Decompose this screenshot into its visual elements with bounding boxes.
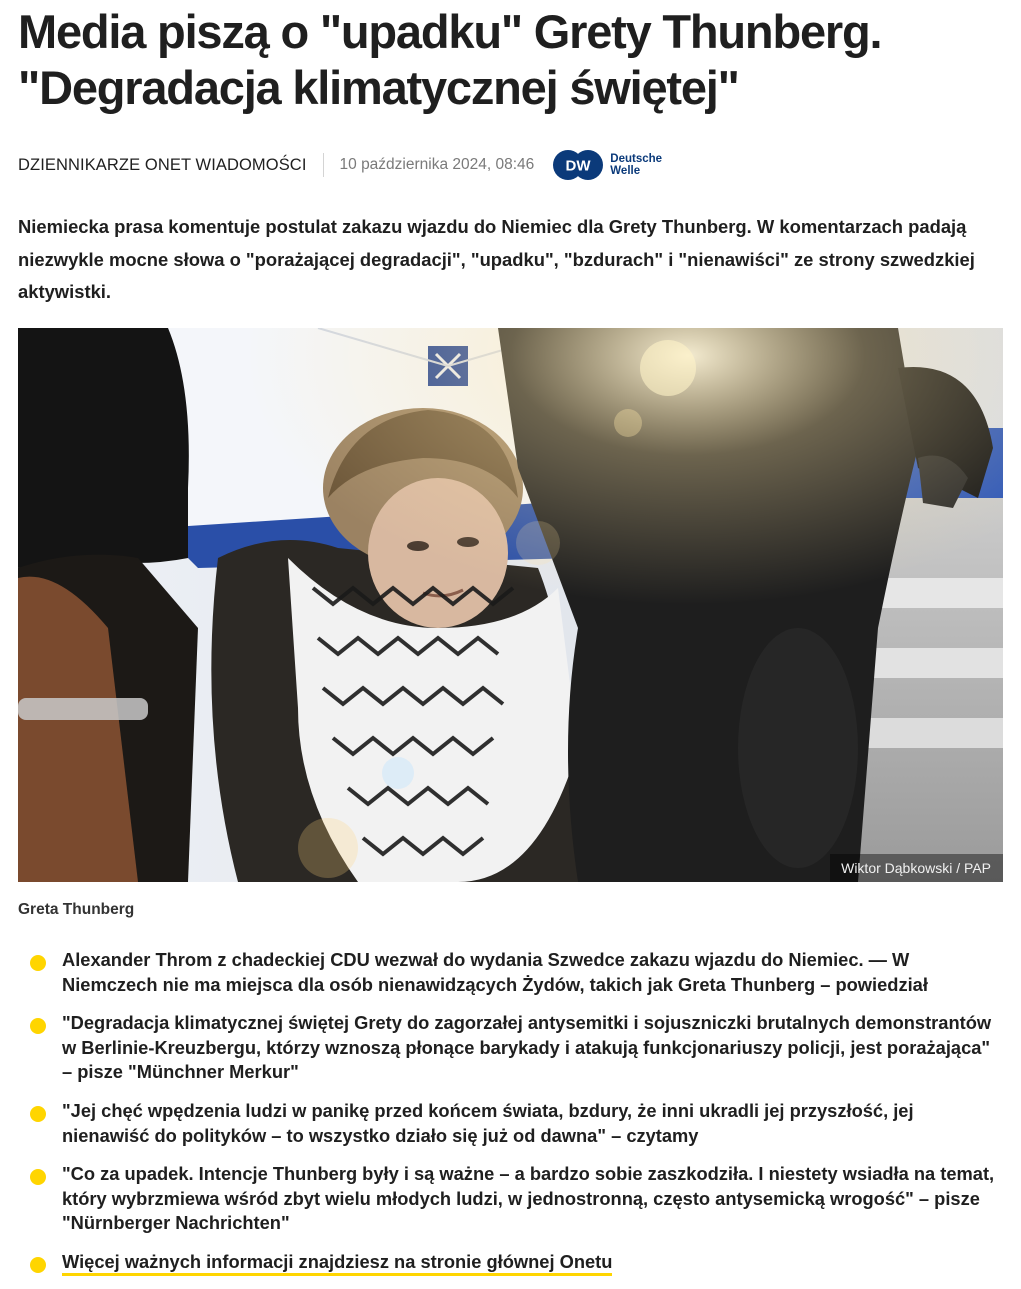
key-points-list bbox=[18, 948, 1003, 1289]
list-item-text: "Jej chęć wpędzenia ludzi w panikę przed końcem świata, bzdury, że inni ukradli jej przyszłość, jej nienawiść do polityków – to wszystko działo się już od dawna" – czytamy bbox=[62, 1100, 914, 1146]
list-item bbox=[18, 1099, 1003, 1148]
list-item bbox=[18, 948, 1003, 997]
article-lead: Niemiecka prasa komentuje postulat zakazu wjazdu do Niemiec dla Grety Thunberg. W komentarzach padają niezwykle mocne słowa o "porażającej degradacji", "upadku", "bzdurach" i "nienawiści" ze strony szwedzkiej aktywistki. bbox=[18, 216, 975, 302]
photo-illustration bbox=[18, 328, 1003, 882]
dw-mark: DW bbox=[565, 157, 591, 175]
author-link[interactable]: DZIENNIKARZE ONET WIADOMOŚCI bbox=[18, 155, 307, 174]
bullet-dot-icon bbox=[30, 1106, 46, 1122]
list-item bbox=[18, 1162, 1003, 1236]
onet-homepage-link[interactable]: Więcej ważnych informacji znajdziesz na stronie głównej Onetu bbox=[62, 1251, 612, 1276]
dw-logo-icon bbox=[552, 149, 604, 181]
dw-wordmark bbox=[610, 153, 662, 177]
bullet-dot-icon bbox=[30, 1169, 46, 1185]
list-item-text: "Degradacja klimatycznej świętej Grety do zagorzałej antysemitki i sojuszniczki brutalnych demonstrantów w Berlinie-Kreuzbergu, którzy wznoszą płonące barykady i atakują funkcjonariuszy policji, jest porażająca" – pisze "Münchner Merkur" bbox=[62, 1012, 992, 1083]
bullet-dot-icon bbox=[30, 955, 46, 971]
meta-divider bbox=[323, 153, 324, 177]
dw-line-2: Welle bbox=[610, 165, 641, 177]
list-item-text: Alexander Throm z chadeckiej CDU wezwał do wydania Szwedce zakazu wjazdu do Niemiec. — W Niemczech nie ma miejsca dla osób nienawidzących Żydów, takich jak Greta Thunberg – powiedział bbox=[62, 949, 928, 995]
source-logo[interactable] bbox=[552, 149, 662, 181]
list-item bbox=[18, 1250, 1003, 1275]
title-line-2: "Degradacja klimatycznej świętej" bbox=[18, 61, 739, 114]
publish-date: 10 października 2024, 08:46 bbox=[339, 156, 535, 173]
article-photo[interactable] bbox=[18, 328, 1003, 882]
list-item bbox=[18, 1011, 1003, 1085]
bullet-dot-icon bbox=[30, 1257, 46, 1273]
dw-line-1: Deutsche bbox=[610, 153, 663, 165]
article-title bbox=[18, 4, 1003, 116]
article-meta bbox=[18, 147, 662, 183]
list-item-text: "Co za upadek. Intencje Thunberg były i są ważne – a bardzo sobie zaszkodziła. I niestety wsiadła na temat, który wybrzmiewa wśród zbyt wielu młodych ludzi, w jednostronną, często antysemicką wrogość" – pisze "Nürnberger Nachrichten" bbox=[62, 1163, 995, 1234]
title-line-1: Media piszą o "upadku" Grety Thunberg. bbox=[18, 5, 882, 58]
photo-credit: Wiktor Dąbkowski / PAP bbox=[830, 854, 1003, 882]
bullet-dot-icon bbox=[30, 1018, 46, 1034]
photo-caption: Greta Thunberg bbox=[18, 901, 135, 918]
